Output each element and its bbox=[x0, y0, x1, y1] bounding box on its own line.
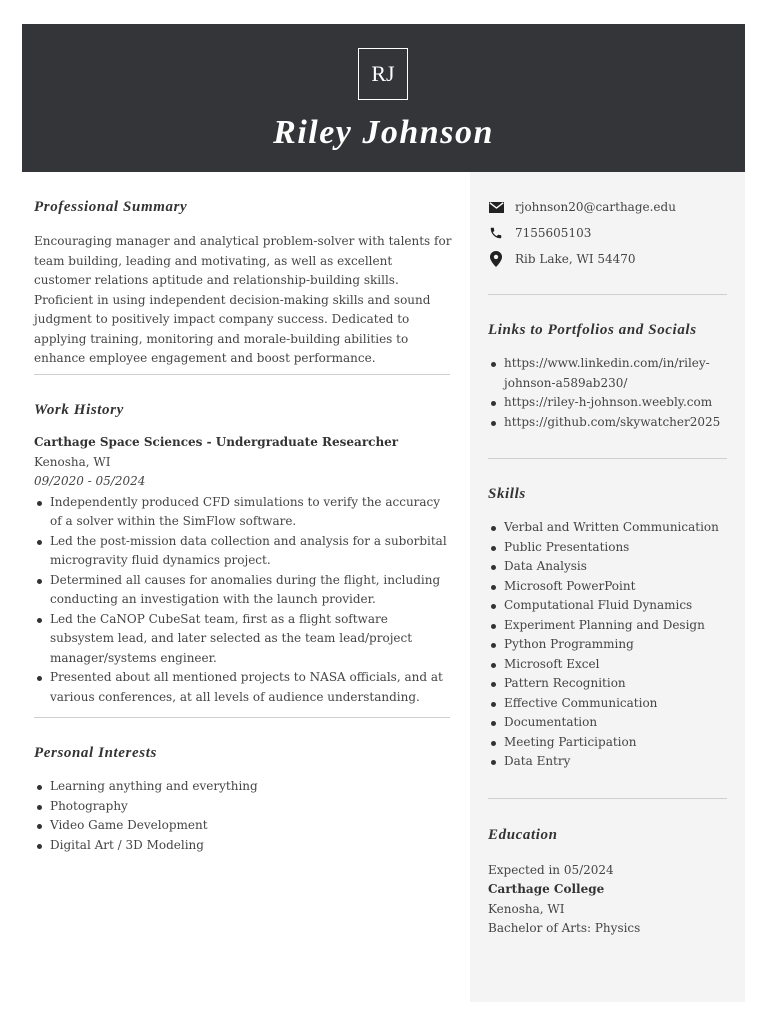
contact-block bbox=[488, 194, 728, 272]
summary-section bbox=[34, 199, 452, 369]
interest-item: Video Game Development bbox=[34, 816, 452, 836]
skill-item: Microsoft Excel bbox=[488, 655, 728, 675]
summary-text: Encouraging manager and analytical problem-solver with talents for team building, leading and motivating, as well as excellent customer relations aptitude and relationship-building skills. Proficient in using independent decision-making skills and sound judgment to positively impact company success. Dedicated to applying training, monitoring and morale-building abilities to enhance employee engagement and boost performance. bbox=[34, 234, 452, 365]
education-title: Education bbox=[488, 827, 558, 843]
job-entry bbox=[34, 433, 452, 707]
contact-email-row bbox=[488, 194, 728, 220]
job-heading: Carthage Space Sciences - Undergraduate Researcher bbox=[34, 435, 399, 449]
contact-phone-row bbox=[488, 220, 728, 246]
job-bullet: Led the CaNOP CubeSat team, first as a flight software subsystem lead, and later selected as the team lead/project manager/systems engineer. bbox=[34, 610, 452, 669]
skill-item: Experiment Planning and Design bbox=[488, 616, 728, 636]
skills-section bbox=[488, 486, 728, 772]
links-title: Links to Portfolios and Socials bbox=[488, 322, 697, 338]
skills-list bbox=[488, 518, 728, 772]
job-bullet: Presented about all mentioned projects to NASA officials, and at various conferences, at all levels of audience understanding. bbox=[34, 668, 452, 707]
envelope-icon bbox=[488, 199, 504, 215]
interest-item: Learning anything and everything bbox=[34, 777, 452, 797]
sidebar bbox=[470, 172, 745, 1002]
interest-item: Photography bbox=[34, 797, 452, 817]
education-school: Carthage College bbox=[488, 882, 605, 896]
skill-item: Data Analysis bbox=[488, 557, 728, 577]
skill-item: Computational Fluid Dynamics bbox=[488, 596, 728, 616]
skill-item: Meeting Participation bbox=[488, 733, 728, 753]
education-section bbox=[488, 826, 728, 939]
link-item-github[interactable]: https://github.com/skywatcher2025 bbox=[488, 413, 728, 433]
main-divider-2 bbox=[34, 717, 450, 718]
phone-icon bbox=[488, 225, 504, 241]
candidate-name: Riley Johnson bbox=[273, 114, 494, 151]
link-item-website[interactable]: https://riley-h-johnson.weebly.com bbox=[488, 393, 728, 413]
map-pin-icon bbox=[488, 251, 504, 267]
interests-list bbox=[34, 777, 452, 855]
links-section bbox=[488, 322, 728, 432]
summary-title: Professional Summary bbox=[34, 199, 188, 215]
interests-section bbox=[34, 745, 452, 855]
job-bullets bbox=[34, 493, 452, 708]
contact-location: Rib Lake, WI 54470 bbox=[515, 252, 636, 266]
resume-header bbox=[22, 24, 745, 172]
skill-item: Pattern Recognition bbox=[488, 674, 728, 694]
contact-email[interactable]: rjohnson20@carthage.edu bbox=[515, 200, 676, 214]
work-title: Work History bbox=[34, 402, 124, 418]
skill-item: Effective Communication bbox=[488, 694, 728, 714]
job-dates: 09/2020 - 05/2024 bbox=[34, 474, 146, 488]
job-bullet: Led the post-mission data collection and analysis for a suborbital microgravity fluid dynamics project. bbox=[34, 532, 452, 571]
skill-item: Documentation bbox=[488, 713, 728, 733]
resume-page bbox=[22, 24, 745, 1002]
skills-title: Skills bbox=[488, 486, 526, 502]
job-bullet: Determined all causes for anomalies during the flight, including conducting an investigation with the launch provider. bbox=[34, 571, 452, 610]
skill-item: Data Entry bbox=[488, 752, 728, 772]
education-location: Kenosha, WI bbox=[488, 901, 565, 916]
education-expected: Expected in 05/2024 bbox=[488, 862, 614, 877]
links-list bbox=[488, 354, 728, 432]
education-degree: Bachelor of Arts: Physics bbox=[488, 921, 641, 935]
sidebar-divider-3 bbox=[488, 798, 727, 799]
contact-phone: 7155605103 bbox=[515, 226, 592, 240]
contact-location-row bbox=[488, 246, 728, 272]
skill-item: Verbal and Written Communication bbox=[488, 518, 728, 538]
interests-title: Personal Interests bbox=[34, 745, 157, 761]
sidebar-divider-1 bbox=[488, 294, 727, 295]
link-item-linkedin[interactable]: https://www.linkedin.com/in/riley-johnson-a589ab230/ bbox=[488, 354, 728, 393]
interest-item: Digital Art / 3D Modeling bbox=[34, 836, 452, 856]
job-location: Kenosha, WI bbox=[34, 454, 111, 469]
skill-item: Python Programming bbox=[488, 635, 728, 655]
main-divider-1 bbox=[34, 374, 450, 375]
skill-item: Microsoft PowerPoint bbox=[488, 577, 728, 597]
monogram-badge: RJ bbox=[358, 48, 408, 100]
job-bullet: Independently produced CFD simulations to verify the accuracy of a solver within the SimFlow software. bbox=[34, 493, 452, 532]
sidebar-divider-2 bbox=[488, 458, 727, 459]
work-section bbox=[34, 402, 452, 707]
skill-item: Public Presentations bbox=[488, 538, 728, 558]
